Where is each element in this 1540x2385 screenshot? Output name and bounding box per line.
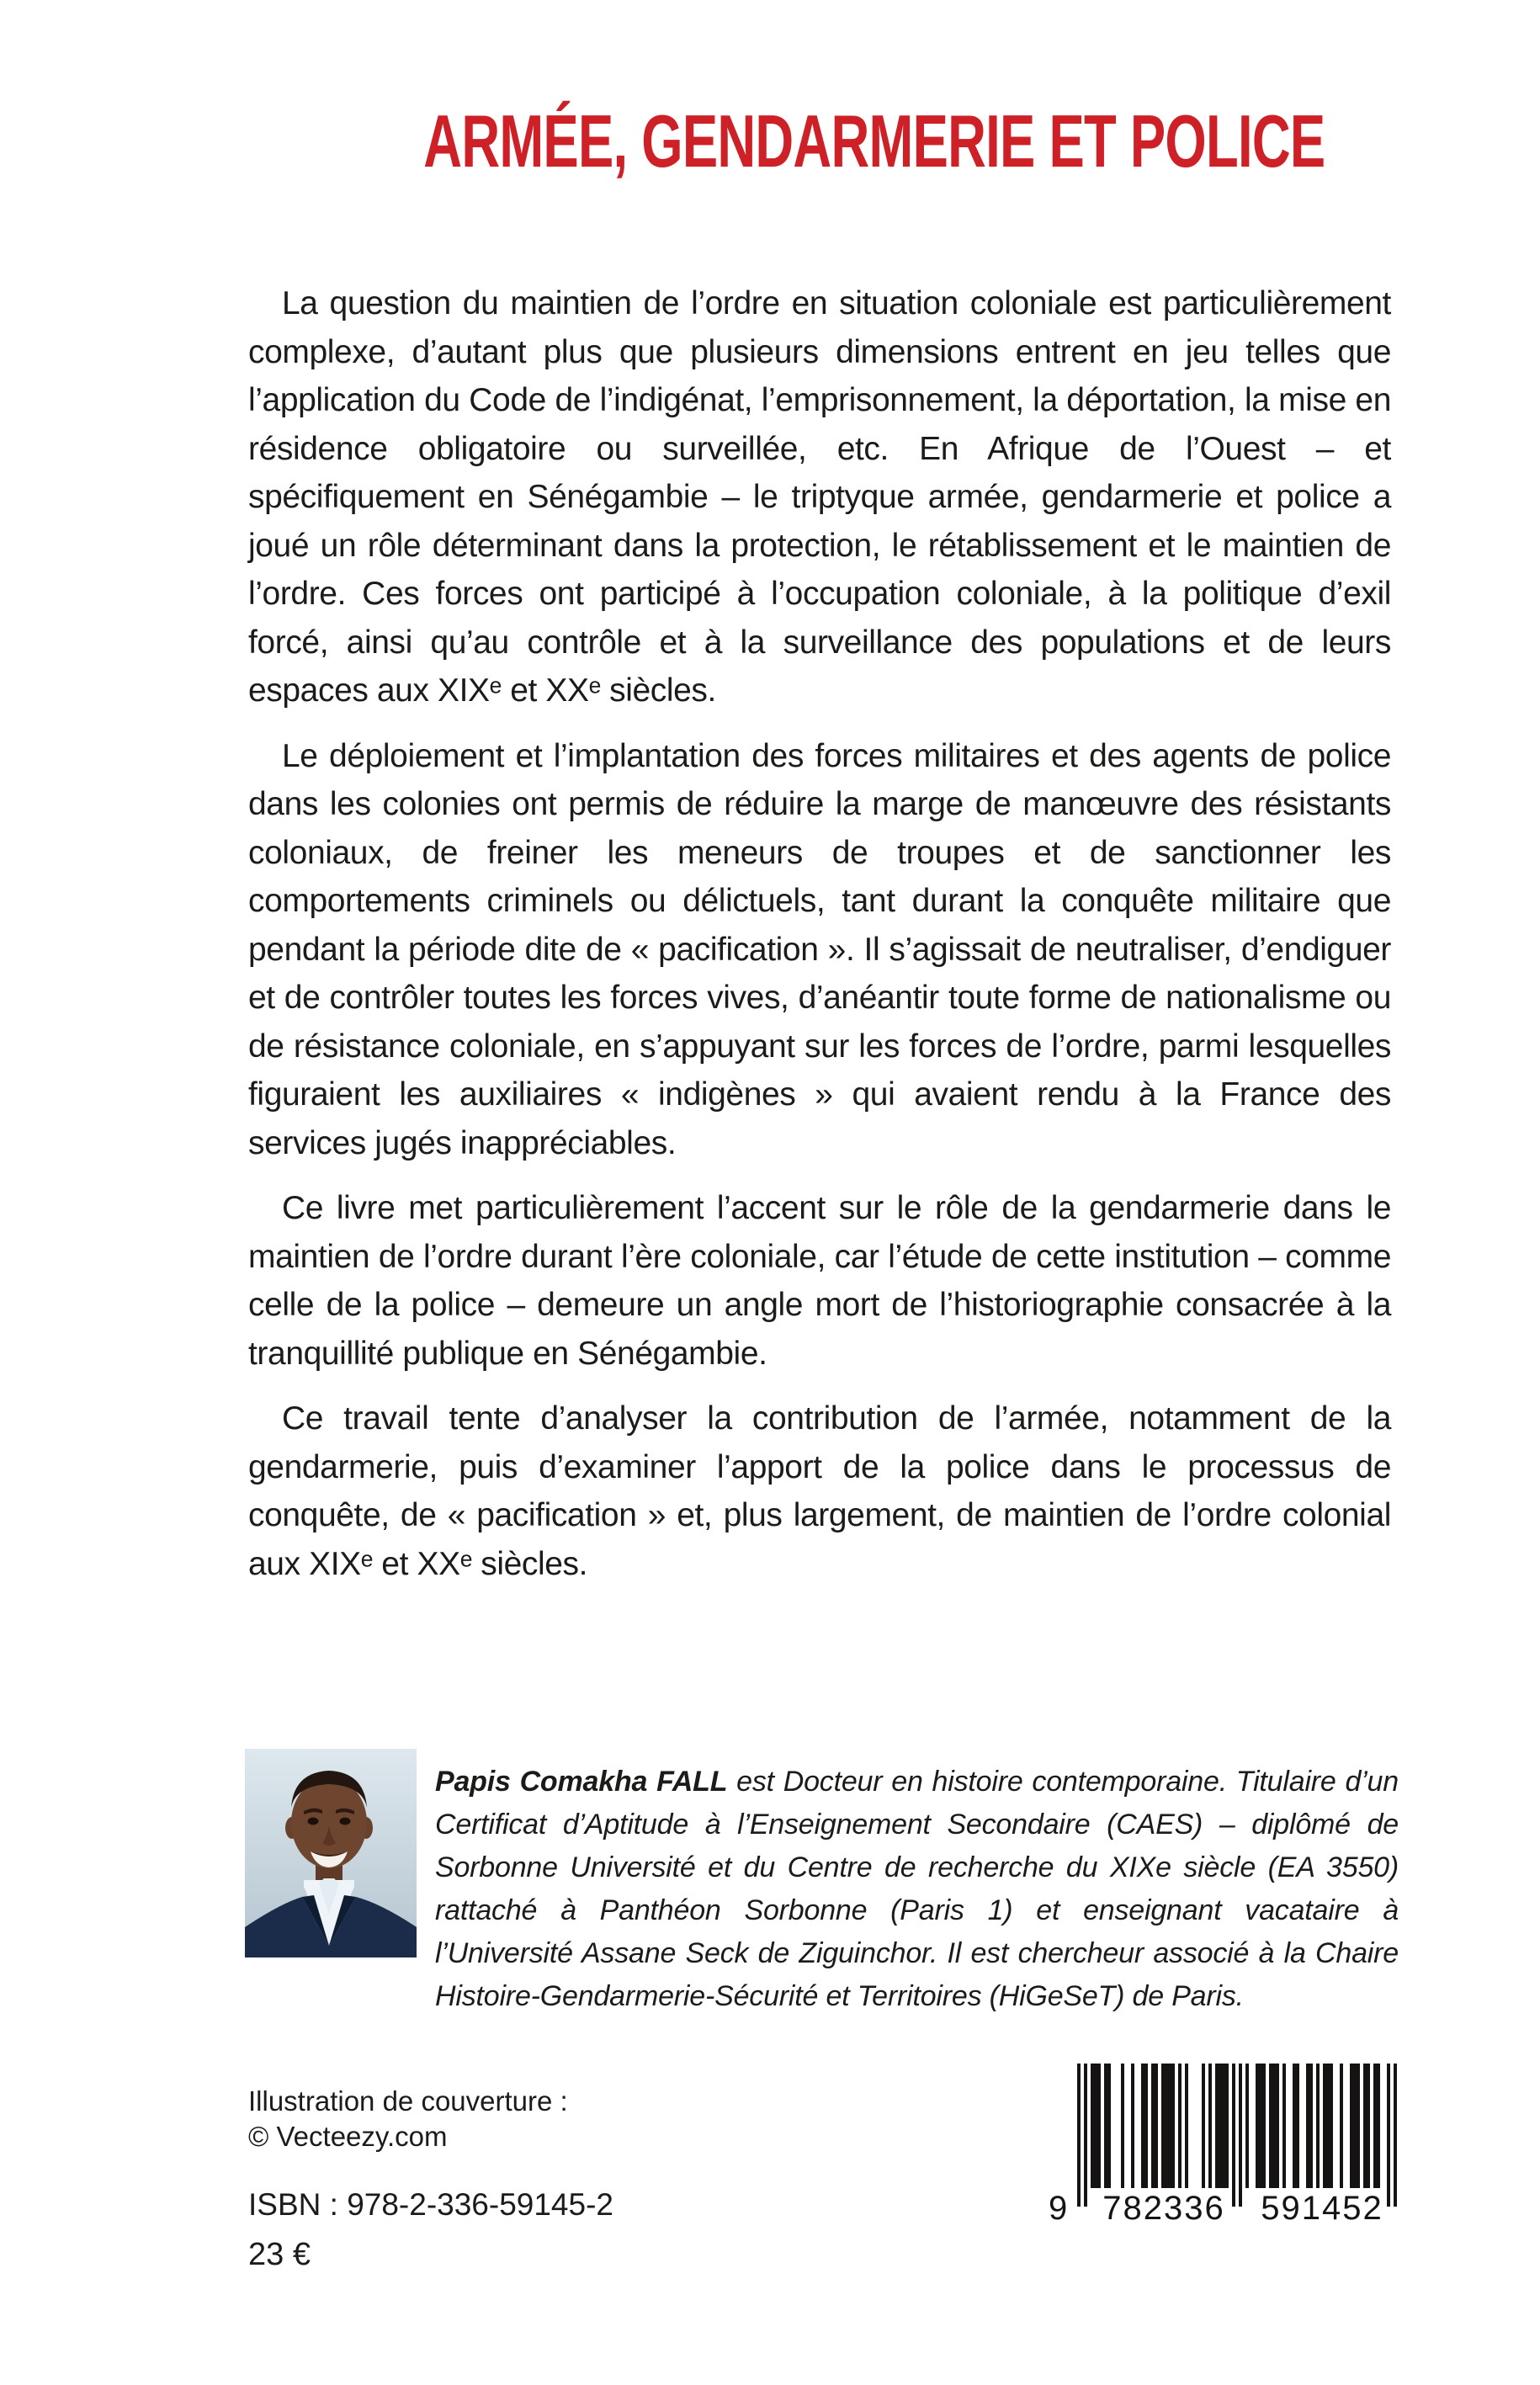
cover-credit <box>248 2084 568 2154</box>
eye-left <box>308 1818 319 1825</box>
barcode-bar <box>1161 2064 1175 2188</box>
barcode-bar <box>1245 2064 1249 2188</box>
barcode <box>1049 2064 1410 2265</box>
barcode-bar <box>1373 2064 1380 2188</box>
author-bio-text <box>435 1761 1399 2018</box>
barcode-bar <box>1141 2064 1148 2188</box>
barcode-bar <box>1239 2064 1242 2207</box>
barcode-bar <box>1215 2064 1229 2188</box>
paragraph-2: Le déploiement et l’implantation des forces militaires et des agents de police dans les colonies ont permis de réduire la marge de manœuvre des résistants coloniaux, de freiner les meneurs de troupes et de sanctionner les comportements criminels ou délictuels, tant durant la conquête militaire que pendant la période dite de « pacification ». Il s’agissait de neutraliser, d’endiguer et de contrôler toutes les forces vives, d’anéantir toute forme de nationalisme ou de résistance coloniale, en s’appuyant sur les forces de l’ordre, parmi lesquelles figuraient les auxiliaires « indigènes » qui avaient rendu à la France des services jugés inappréciables. <box>248 737 1391 1161</box>
barcode-bar <box>1293 2064 1299 2188</box>
barcode-digit-first: 9 <box>1049 2190 1068 2227</box>
paragraph-1: La question du maintien de l’ordre en situation coloniale est particulièrement complexe, d’autant plus que plusieurs dimensions entrent en jeu telles que l’application du Code de l’indigénat, l’emprisonnement, la déportation, la mise en résidence obligatoire ou surveillée, etc. En Afrique de l’Ouest – et spécifiquement en Sénégambie – le triptyque armée, gendarmerie et police a joué un rôle déterminant dans la protection, le rétablissement et le maintien de l’ordre. Ces forces ont participé à l’occupation coloniale, à la politique d’exil forcé, ainsi qu’au contrôle et à la surveillance des populations et de leurs espaces aux XIXᵉ et XXᵉ siècles. <box>248 285 1391 709</box>
barcode-bar <box>1256 2064 1266 2188</box>
cover-credit-line2: © Vecteezy.com <box>248 2121 448 2152</box>
author-bio-rest: est Docteur en histoire contemporaine. Titulaire d’un Certificat d’Aptitude à l’Enseignement Secondaire (CAES) – diplômé de Sorbonne Université et du Centre de recherche du XIXe siècle (EA 3550) rattaché à Panthéon Sorbonne (Paris 1) et enseignant vacataire à l’Université Assane Seck de Ziguinchor. Il est chercheur associé à la Chaire Histoire-Gendarmerie-Sécurité et Territoires (HiGeSeT) de Paris. <box>435 1766 1399 2012</box>
barcode-bar <box>1077 2064 1081 2207</box>
price-text: 23 € <box>248 2237 311 2272</box>
back-cover-text <box>248 279 1391 1605</box>
cover-credit-line1: Illustration de couverture : <box>248 2085 568 2117</box>
barcode-bar <box>1202 2064 1205 2188</box>
paragraph-3: Ce livre met particulièrement l’accent sur le rôle de la gendarmerie dans le maintien de l’ordre durant l’ère coloniale, car l’étude de cette institution – comme celle de la police – demeure un angle mort de l’historiographie consacrée à la tranquillité publique en Sénégambie. <box>248 1190 1391 1372</box>
barcode-bars <box>1077 2064 1397 2208</box>
title-block <box>248 99 1391 183</box>
page-title: ARMÉE, GENDARMERIE ET POLICE <box>423 99 1325 183</box>
barcode-bar <box>1185 2064 1188 2188</box>
barcode-bar <box>1306 2064 1313 2188</box>
author-name: Papis Comakha FALL <box>435 1766 728 1798</box>
barcode-digits-right: 591452 <box>1261 2190 1383 2227</box>
barcode-bar <box>1282 2064 1286 2188</box>
barcode-bar <box>1323 2064 1333 2188</box>
barcode-bar <box>1131 2064 1134 2188</box>
author-photo <box>245 1749 417 1957</box>
isbn-text: ISBN : 978-2-336-59145-2 <box>248 2187 613 2222</box>
barcode-bar <box>1350 2064 1360 2188</box>
barcode-bar <box>1084 2064 1087 2207</box>
barcode-bar <box>1121 2064 1124 2188</box>
person-head <box>291 1777 367 1868</box>
barcode-bar <box>1104 2064 1111 2188</box>
barcode-bar <box>1178 2064 1182 2188</box>
barcode-bar <box>1340 2064 1343 2188</box>
barcode-bar <box>1316 2064 1320 2188</box>
author-bio-block <box>248 1732 1399 2047</box>
barcode-bar <box>1151 2064 1158 2188</box>
barcode-bar <box>1232 2064 1235 2207</box>
barcode-bar <box>1269 2064 1279 2188</box>
barcode-bar <box>1208 2064 1212 2188</box>
barcode-bar <box>1394 2064 1397 2207</box>
barcode-bar <box>1387 2064 1390 2207</box>
barcode-bar <box>1091 2064 1101 2188</box>
paragraph-4: Ce travail tente d’analyser la contribution de l’armée, notamment de la gendarmerie, puis d’examiner l’apport de la police dans le processus de conquête, de « pacification » et, plus largement, de maintien de l’ordre colonial aux XIXᵉ et XXᵉ siècles. <box>248 1400 1391 1582</box>
barcode-bar <box>1363 2064 1370 2188</box>
eye-right <box>340 1818 351 1825</box>
barcode-digits-left: 782336 <box>1102 2190 1225 2227</box>
